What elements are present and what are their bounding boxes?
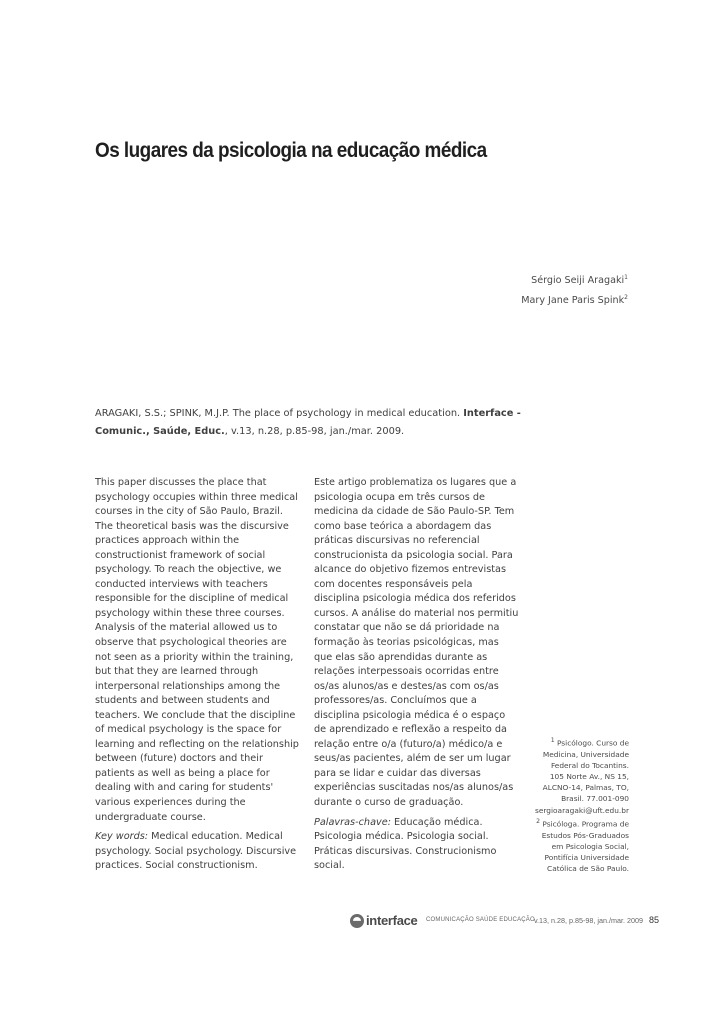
- note-2-line: Pontifícia Universidade: [544, 852, 629, 862]
- keywords-list: Educação médica. Psicologia médica. Psicologia social. Práticas discursivas. Construcionismo social.: [314, 816, 497, 872]
- abstract-text: Este artigo problematiza os lugares que a psicologia ocupa em três cursos de medicina da cidade de São Paulo-SP. Tem como base teórica a abordagem das práticas discursivas no referencial construcionista da psicologia social. Para alcance do objetivo fizemos entrevistas com docentes responsáveis pela disciplina psicologia médica dos referidos cursos. A análise do material nos permitiu constatar que não se dá prioridade na formação às teorias psicológicas, mas que elas são aprendidas durante as relações interpessoais ocorridas entre os/as alunos/as e destes/as com os/as professores/as. Concluímos que a disciplina psicologia médica é o espaço de aprendizado e reflexão a respeito da relação entre o/a (futuro/a) médico/a e seus/as pacientes, além de ser um lugar para se lidar e cuidar das diversas experiências suscitadas nos/as alunos/as durante o curso de graduação.: [314, 477, 519, 809]
- note-2-line: $^2$ Psicóloga. Programa de: [536, 817, 629, 829]
- citation-volume: , v.13, n.28, p.85-98, jan./mar. 2009.: [224, 425, 405, 437]
- keywords: [95, 830, 300, 874]
- keywords-list: Medical education. Medical psychology. Social psychology. Discursive practices. Social constructionism.: [95, 831, 297, 872]
- keywords-label: Key words:: [95, 831, 149, 843]
- note-1-email: sergioaragaki@uft.edu.br: [534, 805, 629, 815]
- note-1-line: Medicina, Universidade: [542, 749, 629, 759]
- note-mark: 2: [536, 817, 541, 825]
- abstract-english: [95, 476, 300, 874]
- abstract-portuguese: [314, 476, 519, 874]
- page-number: 85: [649, 915, 660, 925]
- author-footnote-mark: 2: [624, 294, 628, 302]
- note-1-line: ALCNO-14, Palmas, TO,: [542, 783, 629, 793]
- author-notes: [520, 735, 629, 874]
- note-2-line: Católica de São Paulo.: [547, 864, 629, 874]
- author-2: [521, 289, 628, 309]
- abstract-text: This paper discusses the place that psychology occupies within three medical courses in the city of São Paulo, Brazil. The theoretical basis was the discursive practices approach within the constructionist framework of social psychology. To reach the objective, we conducted interviews with teachers responsible for the discipline of medical psychology within these three courses. Analysis of the material allowed us to observe that psychological theories are not seen as a priority within the training, but that they are learned through interpersonal relationships among the students and between students and teachers. We conclude that the discipline of medical psychology is the space for learning and reflecting on the relationship between (future) doctors and their patients as well as being a place for dealing with and caring for students' various experiences during the undergraduate course.: [95, 477, 299, 823]
- author-name: Sérgio Seiji Aragaki: [531, 275, 625, 287]
- logo-text: interface: [366, 913, 418, 928]
- note-mark: 1: [550, 737, 555, 744]
- citation-journal: Interface - Comunic., Saúde, Educ.: [95, 408, 521, 437]
- interface-logo-icon: [350, 914, 364, 928]
- journal-subtitle: COMUNICAÇÃO SAÚDE EDUCAÇÃO: [426, 917, 535, 923]
- note-1-line: Brasil. 77.001-090: [561, 794, 629, 804]
- author-list: [521, 269, 628, 309]
- issue-info: v.13, n.28, p.85-98, jan./mar. 2009: [534, 916, 643, 925]
- author-name: Mary Jane Paris Spink: [521, 295, 625, 307]
- keywords-label: Palavras-chave:: [314, 816, 391, 828]
- citation: [95, 405, 535, 440]
- journal-logo: [350, 913, 418, 928]
- note-2-line: Estudos Pós-Graduados: [541, 830, 629, 840]
- note-2-line: em Psicologia Social,: [551, 841, 629, 851]
- page-footer: [350, 912, 665, 932]
- article-title: Os lugares da psicologia na educação médica: [95, 138, 487, 162]
- author-1: [521, 269, 628, 289]
- keywords: [314, 816, 519, 874]
- author-footnote-mark: 1: [624, 274, 628, 281]
- note-1-line: $^1$ Psicólogo. Curso de: [550, 737, 629, 748]
- citation-authors: ARAGAKI, S.S.; SPINK, M.J.P. The place of psychology in medical education.: [95, 408, 464, 419]
- note-1-line: 105 Norte Av., NS 15,: [549, 772, 629, 782]
- note-1-line: Federal do Tocantins.: [550, 760, 629, 770]
